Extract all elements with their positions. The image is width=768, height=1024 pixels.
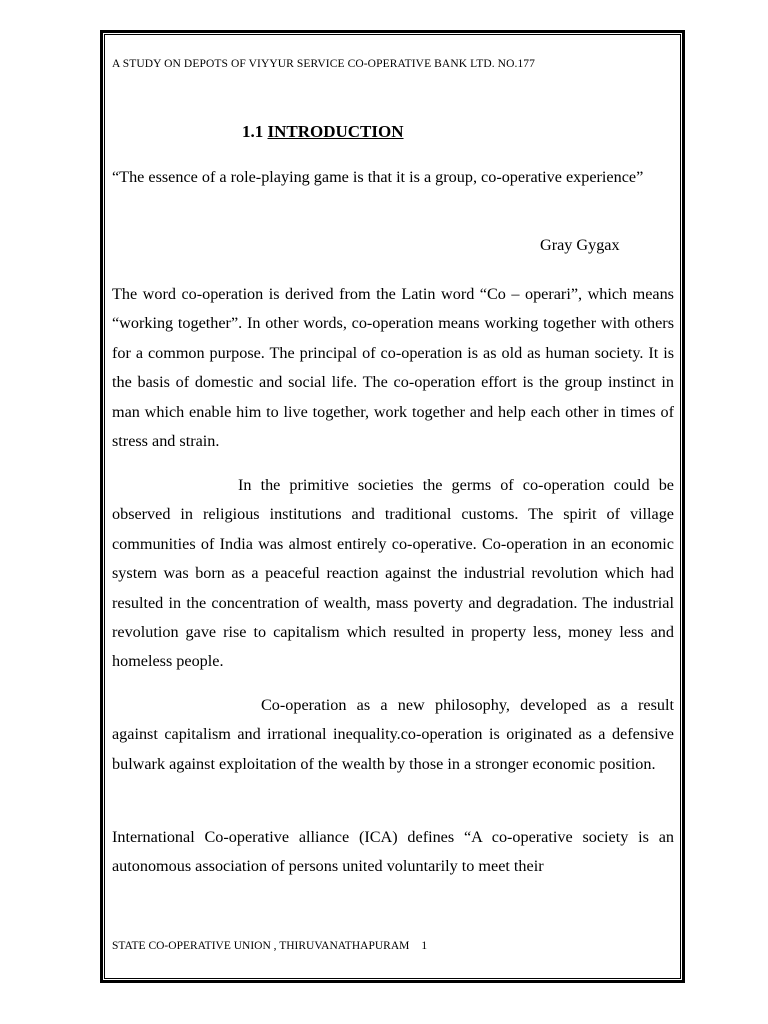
epigraph-quote: “The essence of a role-playing game is that it is a group, co-operative experience”: [112, 168, 644, 186]
section-title: [242, 122, 404, 142]
section-number: 1.1: [242, 122, 264, 141]
paragraph-1: The word co-operation is derived from the Latin word “Co – operari”, which means “working together”. In other words, co-operation means working together with others for a common purpose. The principal of co-operation is as old as human society. It is the basis of domestic and social life. The co-operation effort is the group instinct in man which enable him to live together, work together and help each other in times of stress and strain.: [112, 285, 674, 451]
running-header: A STUDY ON DEPOTS OF VIYYUR SERVICE CO-OPERATIVE BANK LTD. NO.177: [112, 58, 536, 70]
epigraph-author: Gray Gygax: [540, 236, 620, 254]
paragraph-4: International Co-operative alliance (ICA) defines “A co-operative society is an autonomous association of persons united voluntarily to meet their: [112, 828, 674, 876]
footer-text: STATE CO-OPERATIVE UNION , THIRUVANATHAPURAM: [112, 940, 410, 952]
page-number: 1: [421, 940, 428, 952]
paragraph-3: Co-operation as a new philosophy, developed as a result against capitalism and irrational inequality.co-operation is originated as a defensive bulwark against exploitation of the wealth by those in a stronger economic position.: [112, 696, 674, 773]
paragraph-2: In the primitive societies the germs of co-operation could be observed in religious institutions and traditional customs. The spirit of village communities of India was almost entirely co-operative. Co-operation in an economic system was born as a peaceful reaction against the industrial revolution which had resulted in the concentration of wealth, mass poverty and degradation. The industrial revolution gave rise to capitalism which resulted in property less, money less and homeless people.: [112, 476, 674, 671]
running-footer: [112, 940, 427, 952]
section-heading: INTRODUCTION: [267, 122, 404, 141]
